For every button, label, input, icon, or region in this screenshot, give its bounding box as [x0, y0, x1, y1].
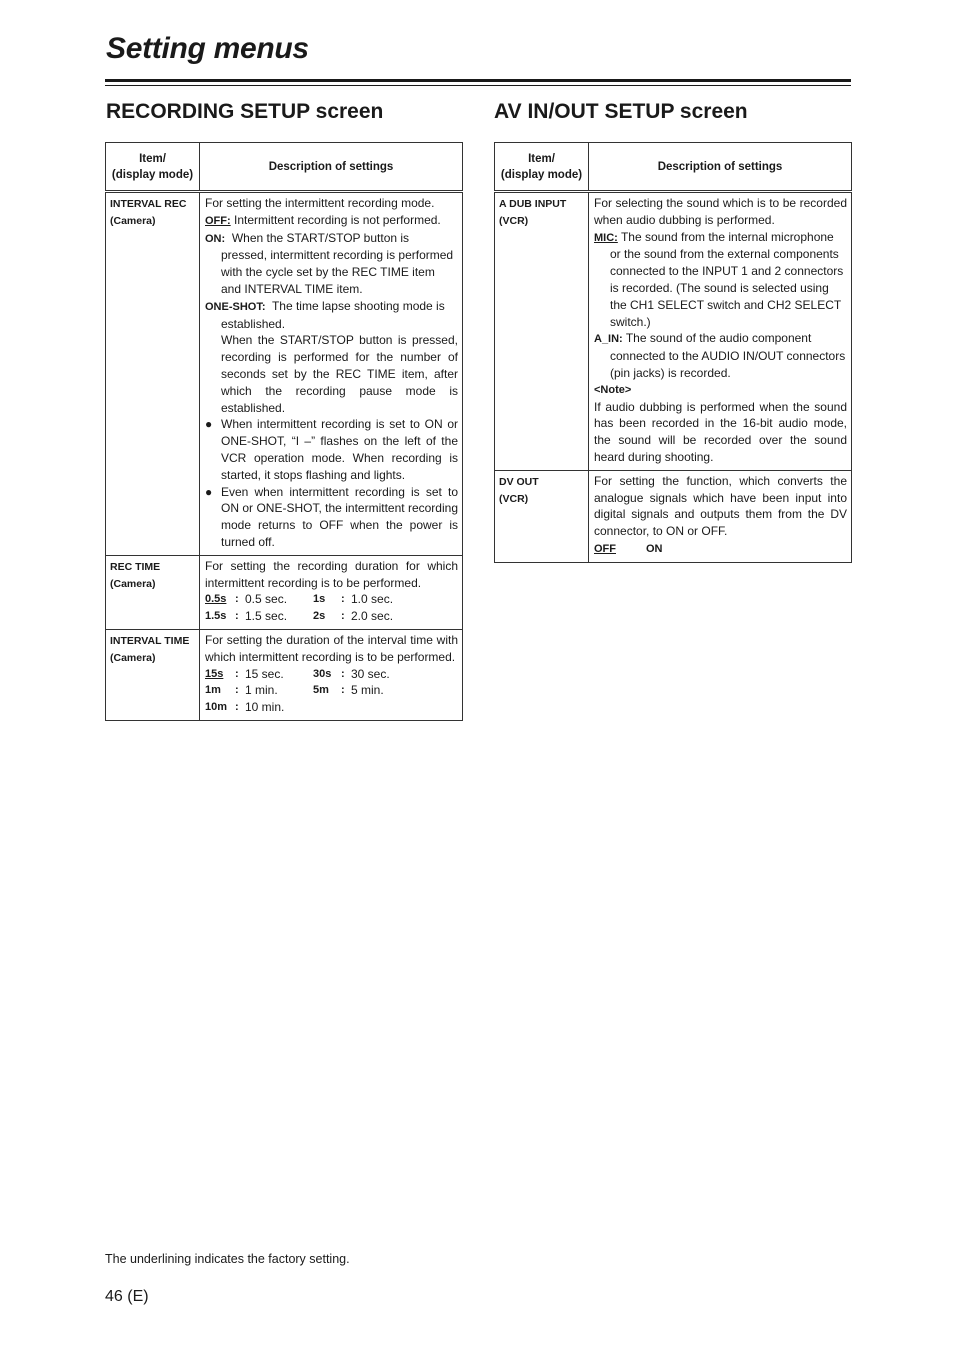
option-key: 10m — [205, 701, 228, 714]
description-column-header: Description of settings — [200, 143, 463, 192]
option-colon: : — [235, 701, 239, 714]
option-text: The sound from the internal microphone or the sound from the external components connected to the INPUT 1 and 2 connectors is recorded. (The sound is selected using the CH1 SELECT switch and CH2 SELECT switch.) — [610, 229, 844, 329]
option-one-shot — [205, 298, 458, 333]
av-in-out-setup-table — [494, 142, 852, 563]
description-intro: For setting the intermittent recording mode. — [205, 196, 435, 210]
note-item — [205, 416, 458, 483]
page-title: Setting menus — [106, 32, 309, 65]
option-colon: : — [341, 610, 345, 623]
item-column-header — [495, 143, 589, 192]
option-value: 1.0 sec. — [351, 592, 394, 607]
option-key: 1m — [205, 684, 221, 697]
option-key: ON — [646, 542, 663, 555]
item-cell — [106, 192, 200, 556]
option-key: 15s — [205, 667, 224, 680]
option-one-shot-detail: When the START/STOP button is pressed, recording is performed for the number of seconds set by the REC TIME item, after which the recording pause mode is established. — [221, 333, 458, 415]
note-text: If audio dubbing is performed when the sound has been recorded in the 16-bit audio mode, the sound will be recorded over the sound heard during shooting. — [594, 399, 847, 464]
item-mode: (Camera) — [110, 577, 156, 590]
option-colon: : — [235, 684, 239, 697]
option-text: Intermittent recording is not performed. — [230, 212, 441, 227]
item-name: DV OUT — [499, 475, 539, 488]
option-a-in — [594, 330, 847, 381]
option-colon: : — [341, 593, 345, 606]
item-name: A DUB INPUT — [499, 198, 567, 210]
av-in-out-setup-heading: AV IN/OUT SETUP screen — [494, 100, 748, 123]
option-key: A_IN: — [594, 333, 623, 346]
option-key: 1s — [313, 593, 326, 606]
option-text: When the START/STOP button is pressed, intermittent recording is performed with the cycle set by the REC TIME item and INTERVAL TIME item. — [221, 230, 454, 296]
item-name: REC TIME — [110, 560, 161, 573]
table-header-row — [495, 143, 852, 192]
table-row-a-dub-input — [495, 192, 852, 471]
option-text: The time lapse shooting mode is established. — [221, 298, 445, 331]
description-cell — [200, 629, 463, 720]
factory-setting-footnote: The underlining indicates the factory setting. — [105, 1252, 350, 1266]
description-cell — [589, 470, 852, 562]
table-row-rec-time — [106, 555, 463, 629]
option-value: 5 min. — [351, 683, 384, 698]
option-colon: : — [341, 684, 345, 697]
bullet-icon: ● — [205, 484, 213, 499]
title-rule-thick — [105, 79, 851, 82]
option-key: 2s — [313, 610, 326, 623]
option-on — [205, 230, 458, 298]
option-value: 1.5 sec. — [245, 609, 288, 624]
recording-setup-heading: RECORDING SETUP screen — [106, 100, 384, 123]
option-key: 5m — [313, 684, 329, 697]
option-colon: : — [235, 667, 239, 680]
note-label: <Note> — [594, 383, 632, 396]
description-intro: For setting the function, which converts the analogue signals which have been input into digital signals and outputs them from the DV connector, to ON or OFF. — [594, 473, 847, 539]
note-item — [205, 484, 458, 551]
option-key: ONE-SHOT: — [205, 300, 266, 313]
option-key: 0.5s — [205, 593, 227, 606]
option-off — [205, 212, 458, 230]
item-cell — [495, 192, 589, 471]
recording-setup-table — [105, 142, 463, 721]
item-cell — [106, 555, 200, 629]
option-key: 1.5s — [205, 610, 227, 623]
option-value: 2.0 sec. — [351, 609, 394, 624]
description-intro: For setting the recording duration for which intermittent recording is to be performed. — [205, 558, 458, 590]
description-cell — [589, 192, 852, 471]
table-row-interval-rec — [106, 192, 463, 556]
option-colon: : — [235, 593, 239, 606]
option-value: 1 min. — [245, 683, 278, 698]
item-header-line1: Item/ — [528, 152, 555, 165]
description-cell — [200, 555, 463, 629]
option-key: OFF — [594, 542, 616, 555]
option-key: 30s — [313, 667, 332, 680]
table-row-dv-out — [495, 470, 852, 562]
page-number: 46 (E) — [105, 1288, 149, 1305]
item-header-line2: (display mode) — [111, 168, 194, 181]
bullet-icon: ● — [205, 417, 213, 432]
item-name: INTERVAL TIME — [110, 634, 190, 647]
note-text: Even when intermittent recording is set to ON or ONE-SHOT, the intermittent recording mode returns to OFF when the power is turned off. — [221, 484, 458, 549]
option-colon: : — [341, 667, 345, 680]
note-text: When intermittent recording is set to ON or ONE-SHOT, “I –” flashes on the left of the VCR operation mode. When recording is started, it stops flashing and lights. — [221, 417, 458, 482]
option-colon: : — [235, 610, 239, 623]
option-key: ON: — [205, 232, 226, 245]
option-value: 0.5 sec. — [245, 592, 288, 607]
item-column-header — [106, 143, 200, 192]
item-header-line2: (display mode) — [500, 168, 583, 181]
title-rule-thin — [105, 85, 851, 86]
option-value: 10 min. — [245, 700, 285, 715]
description-cell — [200, 192, 463, 556]
item-mode: (Camera) — [110, 215, 156, 227]
item-name: INTERVAL REC — [110, 198, 187, 210]
item-cell — [106, 629, 200, 720]
option-text: The sound of the audio component connected to the AUDIO IN/OUT connectors (pin jacks) is recorded. — [610, 331, 846, 380]
table-header-row — [106, 143, 463, 192]
description-intro: For selecting the sound which is to be recorded when audio dubbing is performed. — [594, 196, 847, 227]
description-intro: For setting the duration of the interval time with which intermittent recording is to be performed. — [205, 632, 458, 664]
option-list — [205, 666, 458, 716]
option-list — [205, 591, 458, 625]
description-column-header: Description of settings — [589, 143, 852, 192]
item-mode: (VCR) — [499, 492, 529, 505]
option-key: OFF: — [205, 214, 231, 227]
table-row-interval-time — [106, 629, 463, 720]
option-value: 30 sec. — [351, 666, 390, 681]
item-cell — [495, 470, 589, 562]
item-mode: (Camera) — [110, 651, 156, 664]
option-list — [594, 540, 847, 558]
option-value: 15 sec. — [245, 666, 284, 681]
option-key: MIC: — [594, 231, 618, 244]
item-mode: (VCR) — [499, 215, 529, 227]
item-header-line1: Item/ — [139, 152, 166, 165]
option-mic — [594, 229, 847, 331]
